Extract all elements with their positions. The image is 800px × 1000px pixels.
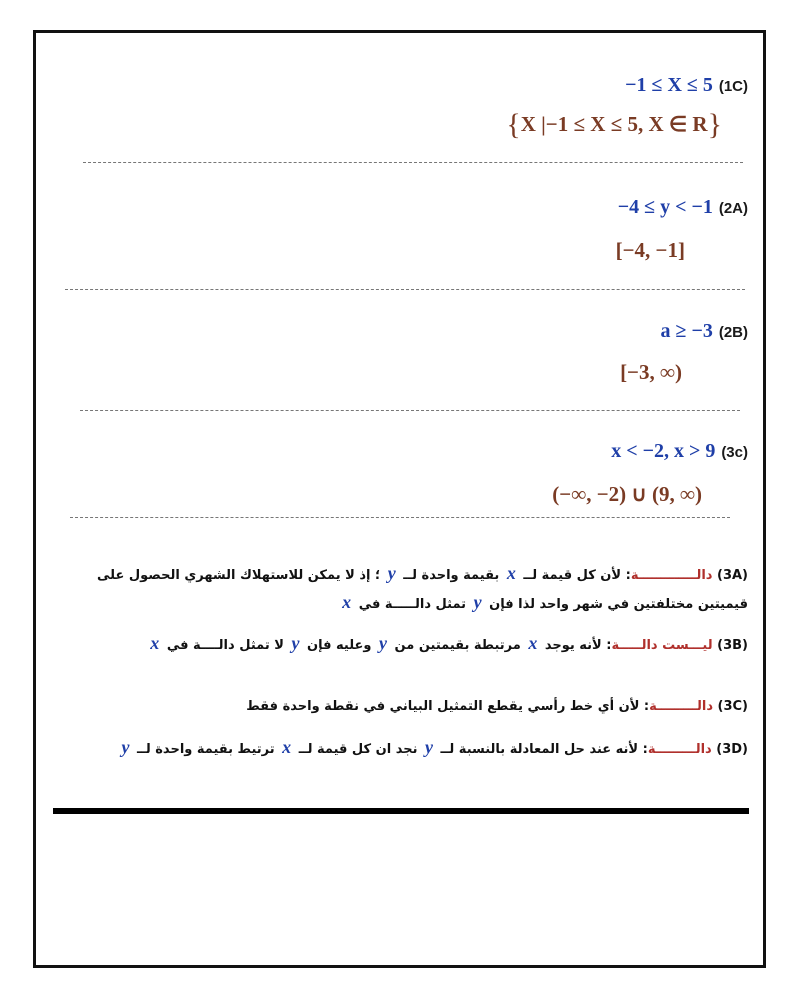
variable-x: x — [150, 633, 160, 653]
paragraph-3a-tag: (3A) — [717, 568, 748, 583]
section-3c-interval-answer: (−∞, −2) ∪ (9, ∞) — [552, 482, 702, 506]
section-1c-set-builder: X |−1 ≤ X ≤ 5, X ∈ R — [520, 112, 708, 136]
section-2b-label: (2B) — [718, 324, 748, 341]
paragraph-3b-tag: (3B) — [717, 638, 748, 653]
paragraph-3d-keyword: دالـــــــــة — [647, 742, 712, 757]
section-3c-inequality: x < −2, x > 9 — [611, 440, 716, 462]
section-1c-label: (1C) — [718, 78, 748, 95]
paragraph-3d: (3D) دالـــــــــة: لأنه عند حل المعادلة بالنسبة لــ y نجد ان كل قيمة لــ x ترتيط بقيمة واحدة لــ y — [48, 734, 748, 763]
section-3c-interval-heading — [611, 440, 748, 463]
section-1c-heading — [625, 74, 748, 97]
variable-x: x — [342, 592, 352, 612]
section-2b-answer: [−3, ∞) — [620, 360, 682, 384]
separator — [70, 517, 730, 518]
section-1c-inequality: −1 ≤ X ≤ 5 — [625, 74, 713, 96]
variable-y: y — [387, 563, 396, 583]
section-2a-heading — [618, 196, 748, 219]
variable-x: x — [528, 633, 538, 653]
paragraph-3a: (3A) دالـــــــــــــة: لأن كل قيمة لــ x بقيمة واحدة لــ y ؛ إذ لا يمكن للاستهلاك الشهري الحصول على قيميتين مختلفتين في شهر واحد لذا فإن y تمثل دالـــــة في x — [96, 563, 748, 612]
section-2b-inequality: a ≥ −3 — [660, 320, 713, 342]
section-1c-answer: {X |−1 ≤ X ≤ 5, X ∈ R} — [506, 108, 722, 141]
section-3c-interval-label: (3c) — [721, 444, 748, 461]
paragraph-3d-tag: (3D) — [716, 742, 748, 757]
section-2a-label: (2A) — [718, 200, 748, 217]
variable-x: x — [506, 563, 516, 583]
paragraph-3a-keyword: دالـــــــــــــة — [630, 568, 713, 583]
variable-y: y — [473, 592, 482, 612]
section-2a-answer: [−4, −1] — [615, 238, 685, 262]
paragraph-3c-tag: (3C) — [717, 699, 748, 714]
paragraph-3c-keyword: دالـــــــــة — [649, 699, 713, 714]
thick-divider — [53, 808, 749, 814]
paragraph-3b-keyword: ليـــست دالـــــة — [611, 638, 713, 653]
variable-y: y — [291, 633, 300, 653]
variable-x: x — [282, 737, 292, 757]
variable-y: y — [424, 737, 433, 757]
section-2b-heading — [661, 320, 748, 343]
variable-y: y — [121, 737, 130, 757]
paragraph-3c: (3C) دالـــــــــة: لأن أي خط رأسي يقطع التمثيل البياني في نقطة واحدة فقط — [246, 699, 748, 714]
section-2a-inequality: −4 ≤ y < −1 — [617, 196, 713, 218]
separator — [65, 289, 745, 290]
paragraph-3b: (3B) ليـــست دالـــــة: لأنه يوجد x مرتبطة بقيمتين من y وعليه فإن y لا تمثل دالــــة في x — [48, 630, 748, 659]
separator — [80, 410, 740, 411]
variable-y: y — [379, 633, 388, 653]
separator — [83, 162, 743, 163]
